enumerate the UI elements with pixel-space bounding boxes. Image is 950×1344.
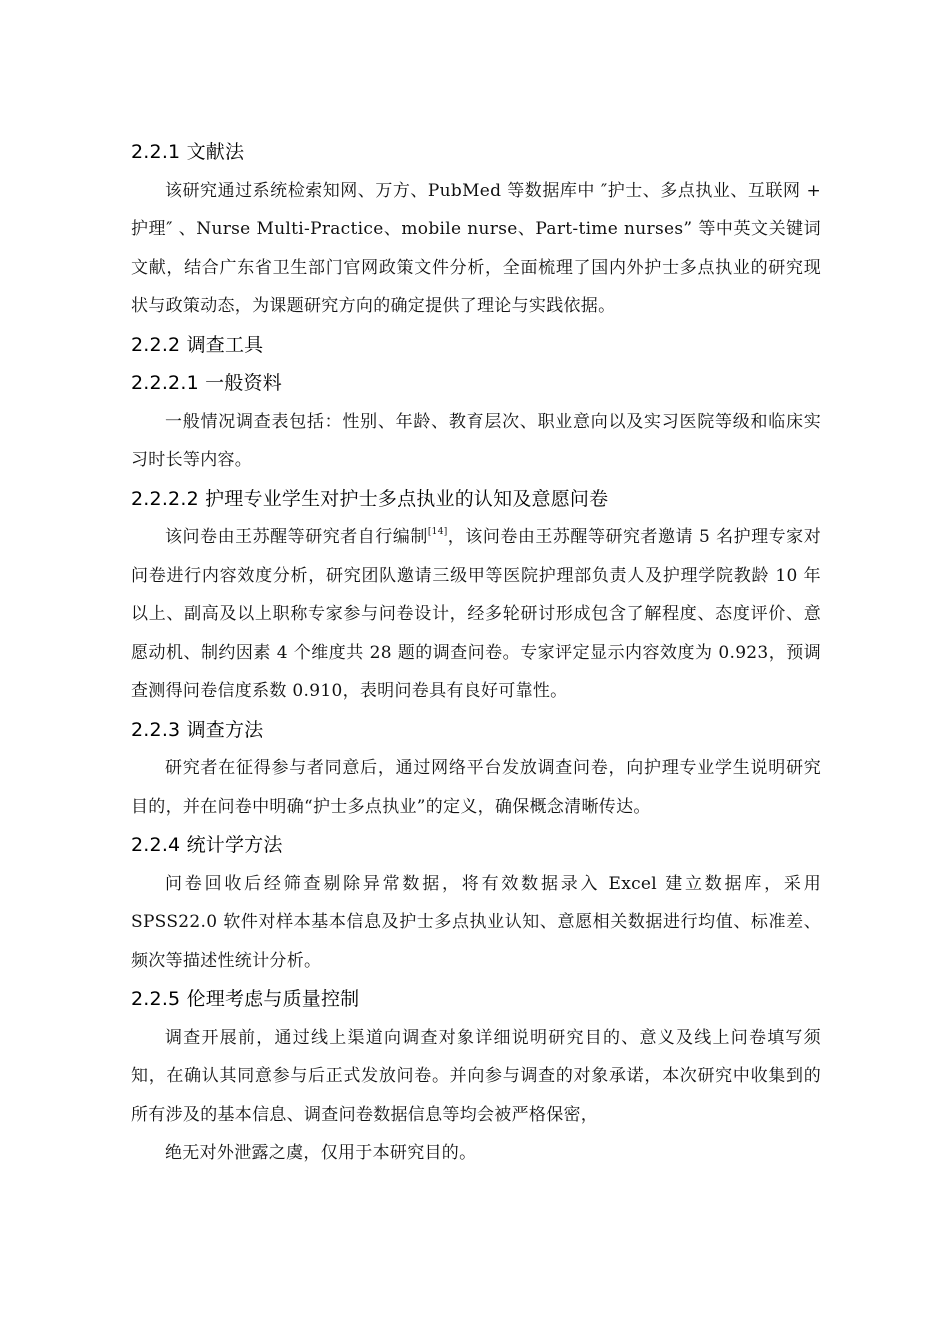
paragraph-ethics-continued: 绝无对外泄露之虞，仅用于本研究目的。 (165, 1143, 477, 1163)
paragraph-general-info: 一般情况调查表包括：性别、年龄、教育层次、职业意向以及实习医院等级和临床实习时长等内容。 (131, 411, 821, 470)
heading-2-2-2-1: 2.2.2.1 一般资料 (131, 372, 282, 394)
questionnaire-text-before-ref: 该问卷由王苏醒等研究者自行编制 (165, 527, 428, 547)
paragraph-survey-method: 研究者在征得参与者同意后，通过网络平台发放调查问卷，向护理专业学生说明研究目的，并在问卷中明确“护士多点执业”的定义，确保概念清晰传达。 (131, 758, 821, 817)
citation-reference: [14] (427, 527, 448, 537)
questionnaire-text-after-ref: ，该问卷由王苏醒等研究者邀请 5 名护理专家对问卷进行内容效度分析，研究团队邀请三级甲等医院护理部负责人及护理学院教龄 10 年以上、副高及以上职称专家参与问卷设计，经多轮研讨形成包含了解程度、态度评价、意愿动机、制约因素 4 个维度共 28 题的调查问卷。专家评定显示内容效度为 0.923，预调查测得问卷信度系数 0.910，表明问卷具有良好可靠性。 (131, 527, 821, 701)
heading-2-2-2-2: 2.2.2.2 护理专业学生对护士多点执业的认知及意愿问卷 (131, 487, 609, 510)
paragraph-questionnaire (131, 518, 821, 711)
paragraph-literature-method: 该研究通过系统检索知网、万方、PubMed 等数据库中 ″护士、多点执业、互联网 + 护理″ 、Nurse Multi-Practice、mobile nurse、Part-time nurses” 等中英文关键词文献，结合广东省卫生部门官网政策文件分析，全面梳理了国内外护士多点执业的研究现状与政策动态，为课题研究方向的确定提供了理论与实践依据。 (131, 180, 821, 316)
document-page (131, 133, 821, 1173)
heading-2-2-3: 2.2.3 调查方法 (131, 718, 264, 741)
heading-2-2-1: 2.2.1 文献法 (131, 141, 245, 163)
heading-2-2-5: 2.2.5 伦理考虑与质量控制 (131, 988, 360, 1010)
paragraph-ethics: 调查开展前，通过线上渠道向调查对象详细说明研究目的、意义及线上问卷填写须知，在确认其同意参与后正式发放问卷。并向参与调查的对象承诺，本次研究中收集到的所有涉及的基本信息、调查问卷数据信息等均会被严格保密， (131, 1027, 821, 1125)
paragraph-statistics: 问卷回收后经筛查剔除异常数据，将有效数据录入 Excel 建立数据库，采用 SPSS22.0 软件对样本基本信息及护士多点执业认知、意愿相关数据进行均值、标准差、频次等描述性统计分析。 (131, 873, 821, 971)
heading-2-2-2: 2.2.2 调查工具 (131, 333, 264, 356)
heading-2-2-4: 2.2.4 统计学方法 (131, 834, 283, 856)
